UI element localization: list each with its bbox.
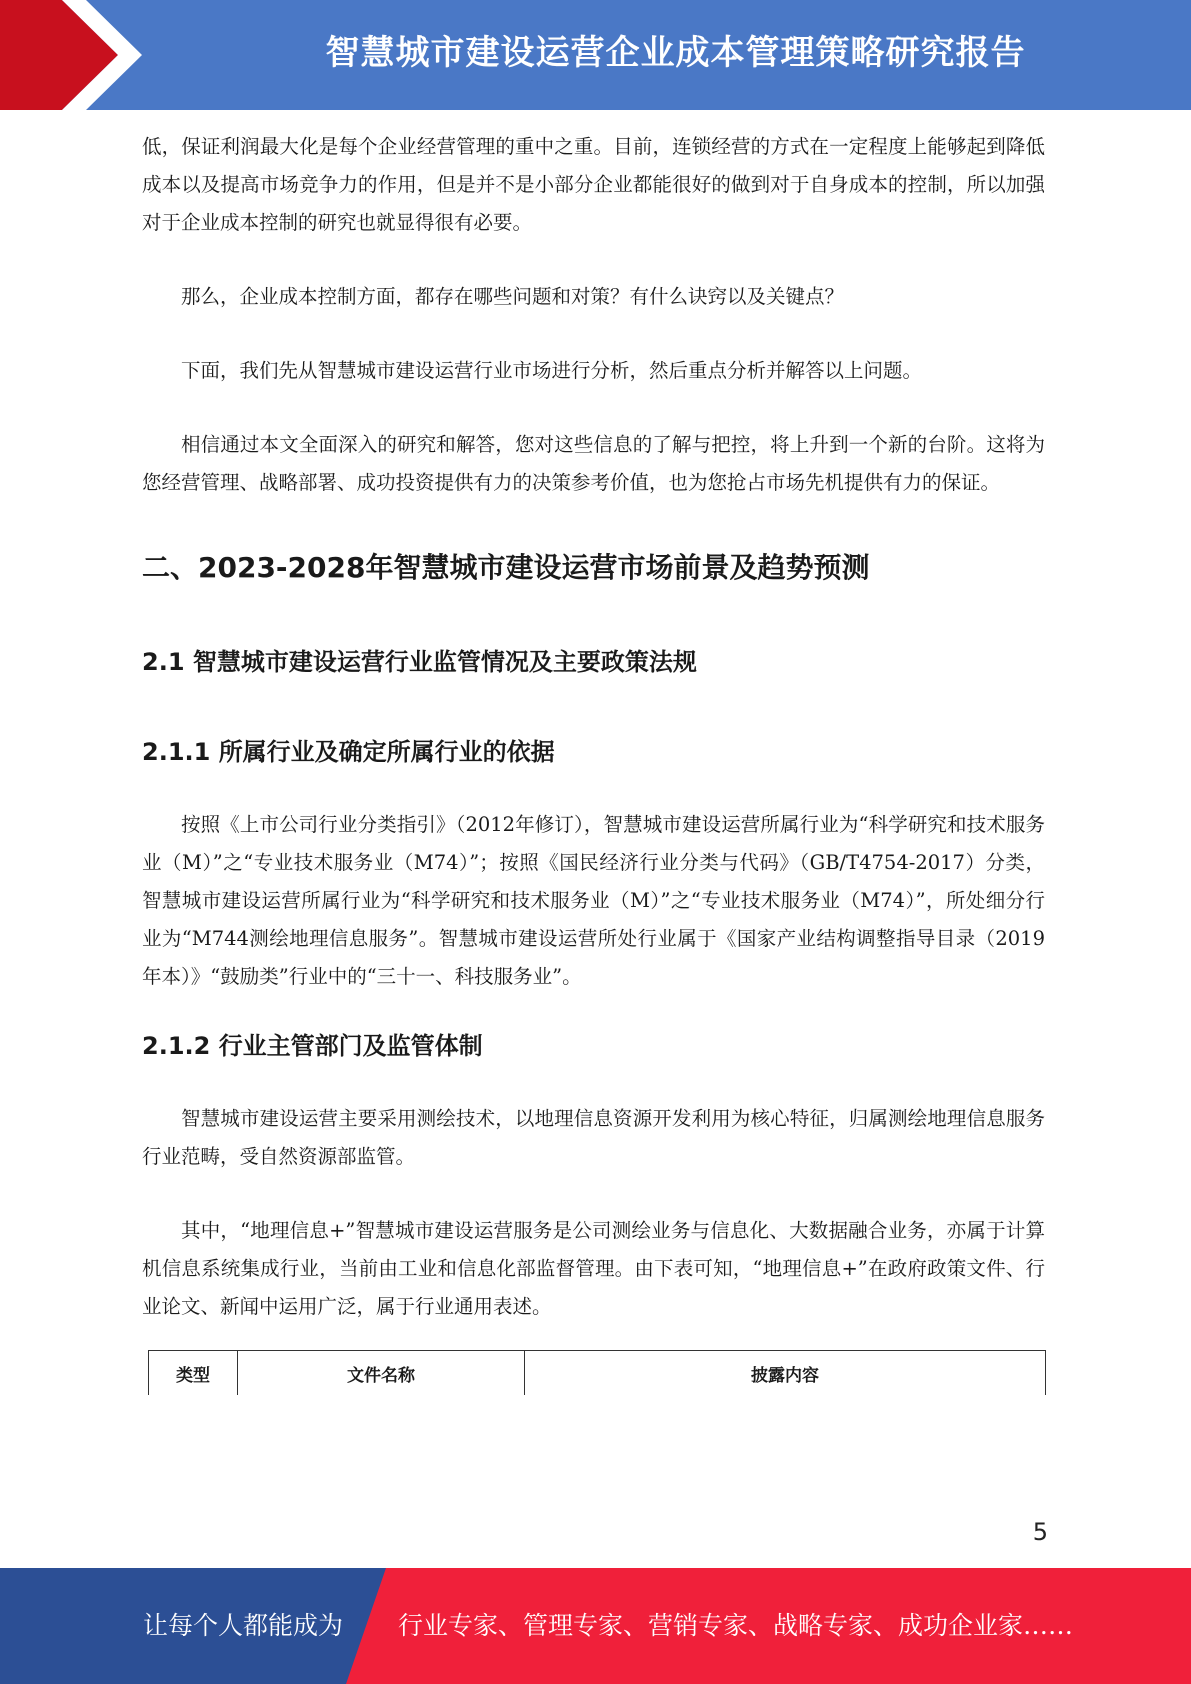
paragraph-geo-info-plus: 其中，“地理信息+”智慧城市建设运营服务是公司测绘业务与信息化、大数据融合业务，亦属于计算机信息系统集成行业，当前由工业和信息化部监督管理。由下表可知，“地理信息+”在政府政策文件、行业论文、新闻中运用广泛，属于行业通用表述。 [142,1219,1045,1318]
header-title: 智慧城市建设运营企业成本管理策略研究报告 [325,33,1026,73]
footer-slogan-right: 行业专家、管理专家、营销专家、战略专家、成功企业家…… [398,1611,1074,1640]
paragraph-question: 那么，企业成本控制方面，都存在哪些问题和对策？有什么诀窍以及关键点？ [181,285,845,308]
page-header [0,0,1191,110]
column-header-disclosure: 披露内容 [525,1351,1046,1396]
subsection-heading-2-1-1: 2.1.1 所属行业及确定所属行业的依据 [142,738,555,766]
footer-slogan-left: 让每个人都能成为 [143,1611,344,1640]
table-header-row [149,1351,1046,1396]
page-footer [0,1568,1191,1684]
page-number: 5 [1032,1518,1048,1546]
paragraph-analysis-plan: 下面，我们先从智慧城市建设运营行业市场进行分析，然后重点分析并解答以上问题。 [181,359,923,382]
paragraph-cost-intro: 低，保证利润最大化是每个企业经营管理的重中之重。目前，连锁经营的方式在一定程度上能够起到降低成本以及提高市场竞争力的作用，但是并不是小部分企业都能很好的做到对于自身成本的控制，所以加强对于企业成本控制的研究也就显得很有必要。 [142,135,1045,234]
section-heading: 二、2023-2028年智慧城市建设运营市场前景及趋势预测 [142,551,870,584]
document-body [142,128,1045,1395]
paragraph-industry-classification: 按照《上市公司行业分类指引》（2012年修订），智慧城市建设运营所属行业为“科学研究和技术服务业（M）”之“专业技术服务业（M74）”；按照《国民经济行业分类与代码》（GB/T4754-2017）分类，智慧城市建设运营所属行业为“科学研究和技术服务业（M）”之“专业技术服务业（M74）”，所处细分行业为“M744测绘地理信息服务”。智慧城市建设运营所处行业属于《国家产业结构调整指导目录（2019年本）》“鼓励类”行业中的“三十一、科技服务业”。 [142,813,1045,988]
paragraph-regulator: 智慧城市建设运营主要采用测绘技术，以地理信息资源开发利用为核心特征，归属测绘地理信息服务行业范畴，受自然资源部监管。 [142,1107,1045,1168]
disclosure-table [148,1350,1046,1395]
column-header-type: 类型 [149,1351,238,1396]
column-header-file-name: 文件名称 [238,1351,525,1396]
subsection-heading-2-1-2: 2.1.2 行业主管部门及监管体制 [142,1032,483,1060]
subsection-heading-2-1: 2.1 智慧城市建设运营行业监管情况及主要政策法规 [142,648,697,676]
paragraph-value: 相信通过本文全面深入的研究和解答，您对这些信息的了解与把控，将上升到一个新的台阶。这将为您经营管理、战略部署、成功投资提供有力的决策参考价值，也为您抢占市场先机提供有力的保证。 [142,433,1045,494]
